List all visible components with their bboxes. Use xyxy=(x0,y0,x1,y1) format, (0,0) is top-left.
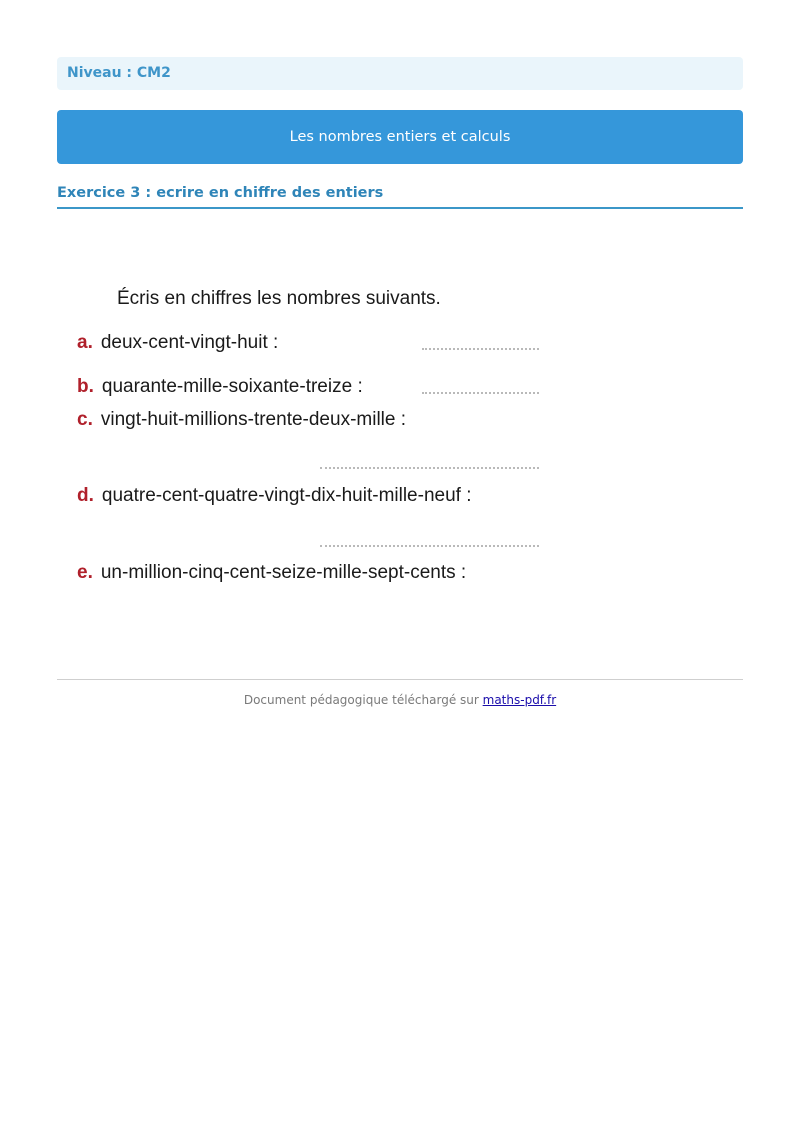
footer xyxy=(0,693,800,707)
footer-link[interactable]: maths-pdf.fr xyxy=(482,693,557,707)
answer-line-d[interactable] xyxy=(320,545,539,547)
item-c xyxy=(77,409,406,431)
item-text: vingt-huit-millions-trente-deux-mille : xyxy=(100,409,407,430)
item-b xyxy=(77,376,363,398)
footer-text: Document pédagogique téléchargé sur xyxy=(243,693,483,707)
level-label: Niveau : CM2 xyxy=(57,57,743,90)
footer-divider xyxy=(57,679,743,680)
item-e xyxy=(77,562,466,584)
item-letter: c. xyxy=(77,409,93,430)
answer-line-a[interactable] xyxy=(422,348,539,350)
answer-line-c[interactable] xyxy=(320,467,539,469)
item-text: deux-cent-vingt-huit : xyxy=(100,332,279,353)
item-d xyxy=(77,485,472,507)
item-text: un-million-cinq-cent-seize-mille-sept-cents : xyxy=(100,562,467,583)
item-letter: b. xyxy=(77,376,94,397)
item-letter: d. xyxy=(77,485,94,506)
item-letter: e. xyxy=(77,562,93,583)
page-title: Les nombres entiers et calculs xyxy=(57,110,743,164)
item-letter: a. xyxy=(77,332,93,353)
exercise-title: Exercice 3 : ecrire en chiffre des entiers xyxy=(57,185,743,209)
item-text: quatre-cent-quatre-vingt-dix-huit-mille-neuf : xyxy=(101,485,472,506)
instruction: Écris en chiffres les nombres suivants. xyxy=(117,288,441,309)
item-a xyxy=(77,332,278,354)
answer-line-b[interactable] xyxy=(422,392,539,394)
item-text: quarante-mille-soixante-treize : xyxy=(101,376,363,397)
